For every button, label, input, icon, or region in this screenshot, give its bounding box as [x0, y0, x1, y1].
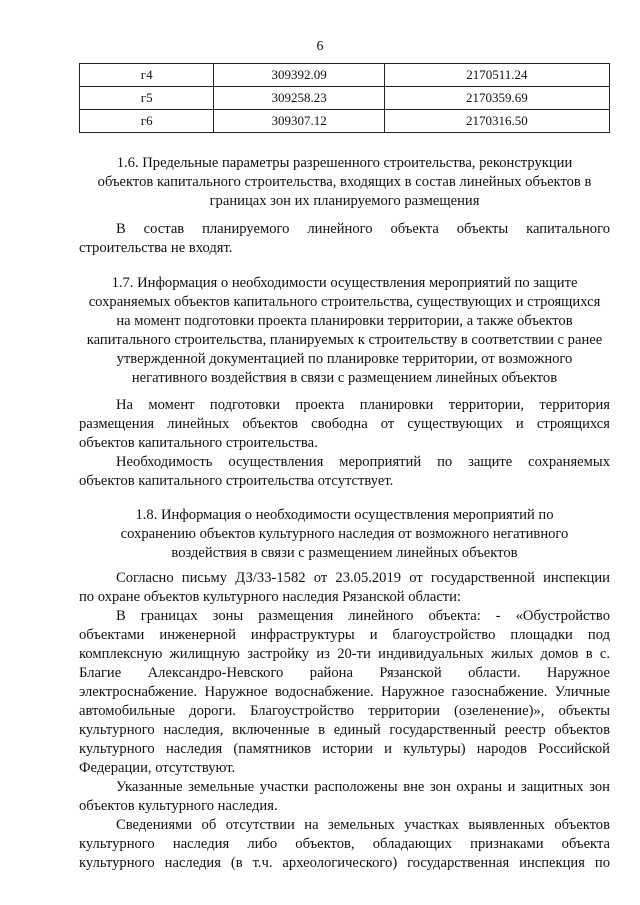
text-line: объектами инженерной инфраструктуры и благоустройство площадки под	[79, 627, 610, 643]
heading-line: капитального строительства, планируемых к строительству в соответствии с ранее	[86, 332, 603, 348]
text-line: электроснабжение. Наружное водоснабжение. Наружное газоснабжение. Уличные	[79, 684, 610, 700]
heading-line: 1.7. Информация о необходимости осуществления мероприятий по защите	[111, 275, 578, 291]
text-line: объектов капитального строительства отсутствует.	[79, 473, 394, 489]
point-name-cell: г6	[80, 110, 214, 133]
section-1-8-heading	[79, 506, 610, 563]
section-1-8-paragraph-3	[79, 778, 610, 816]
heading-line: на момент подготовки проекта планировки территории, а также объектов	[116, 313, 573, 329]
section-1-7-paragraph-2	[79, 453, 610, 491]
text-line: На момент подготовки проекта планировки территории, территория	[116, 397, 610, 413]
text-line: автомобильные дороги. Благоустройство территории (озеленение)», объекты	[79, 703, 610, 719]
text-line: В состав планируемого линейного объекта объекты капитального	[116, 221, 610, 237]
coordinates-table	[79, 63, 610, 133]
page-number: 6	[316, 39, 324, 54]
text-line: культурного наследия (памятников истории и культуры) народов Российской	[79, 741, 610, 757]
table-row	[80, 64, 610, 87]
heading-line: 1.8. Информация о необходимости осуществления мероприятий по	[135, 507, 554, 523]
table-row	[80, 87, 610, 110]
text-line: культурного наследия либо объектов, обладающих признаками объекта	[79, 836, 610, 852]
text-line: Согласно письму ДЗ/33-1582 от 23.05.2019 от государственной инспекции	[116, 570, 610, 586]
point-name-cell: г5	[80, 87, 214, 110]
text-line: В границах зоны размещения линейного объекта: - «Обустройство	[116, 608, 610, 624]
y-coordinate-cell: 2170511.24	[384, 64, 609, 87]
text-line: по охране объектов культурного наследия Рязанской области:	[79, 589, 462, 605]
heading-line: негативного воздействия в связи с размещением линейных объектов	[131, 370, 558, 386]
point-name-cell: г4	[80, 64, 214, 87]
text-line: размещения линейных объектов свободна от существующих и строящихся	[79, 416, 610, 432]
text-line: комплексную жилищную застройку из 20-ти индивидуальных жилых домов в с.	[79, 646, 610, 662]
text-line: объектов культурного наследия.	[79, 798, 278, 814]
section-1-8-paragraph-4	[79, 816, 610, 873]
heading-line: утвержденной документацией по планировке территории, от возможного	[116, 351, 573, 367]
x-coordinate-cell: 309258.23	[214, 87, 384, 110]
y-coordinate-cell: 2170359.69	[384, 87, 609, 110]
text-line: Указанные земельные участки расположены вне зон охраны и защитных зон	[116, 779, 610, 795]
heading-line: 1.6. Предельные параметры разрешенного строительства, реконструкции	[116, 155, 573, 171]
text-line: Федерации, отсутствуют.	[79, 760, 236, 776]
text-line: Благие Александро-Невского района Рязанской области. Наружное	[79, 665, 610, 681]
section-1-6-body	[79, 220, 610, 258]
section-1-7-heading	[79, 274, 610, 388]
text-line: Сведениями об отсутствии на земельных участках выявленных объектов	[116, 817, 610, 833]
text-line: объектов капитального строительства.	[79, 435, 318, 451]
text-line: Необходимость осуществления мероприятий по защите сохраняемых	[116, 454, 610, 470]
heading-line: воздействия в связи с размещением линейных объектов	[171, 545, 518, 561]
heading-line: границах зон их планируемого размещения	[209, 193, 480, 209]
section-1-6-heading	[79, 154, 610, 211]
heading-line: объектов капитального строительства, входящих в состав линейных объектов в	[97, 174, 592, 190]
section-1-7-paragraph-1	[79, 396, 610, 453]
section-1-8-paragraph-1	[79, 569, 610, 607]
text-line: строительства не входят.	[79, 240, 233, 256]
heading-line: сохранению объектов культурного наследия от возможного негативного	[120, 526, 569, 542]
text-line: культурного наследия (в т.ч. археологического) государственная инспекция по	[79, 855, 610, 871]
x-coordinate-cell: 309392.09	[214, 64, 384, 87]
heading-line: сохраняемых объектов капитального строительства, существующих и строящихся	[88, 294, 601, 310]
text-line: культурного наследия, включенные в единый государственный реестр объектов	[79, 722, 610, 738]
section-1-8-paragraph-2	[79, 607, 610, 778]
table-row	[80, 110, 610, 133]
x-coordinate-cell: 309307.12	[214, 110, 384, 133]
y-coordinate-cell: 2170316.50	[384, 110, 609, 133]
